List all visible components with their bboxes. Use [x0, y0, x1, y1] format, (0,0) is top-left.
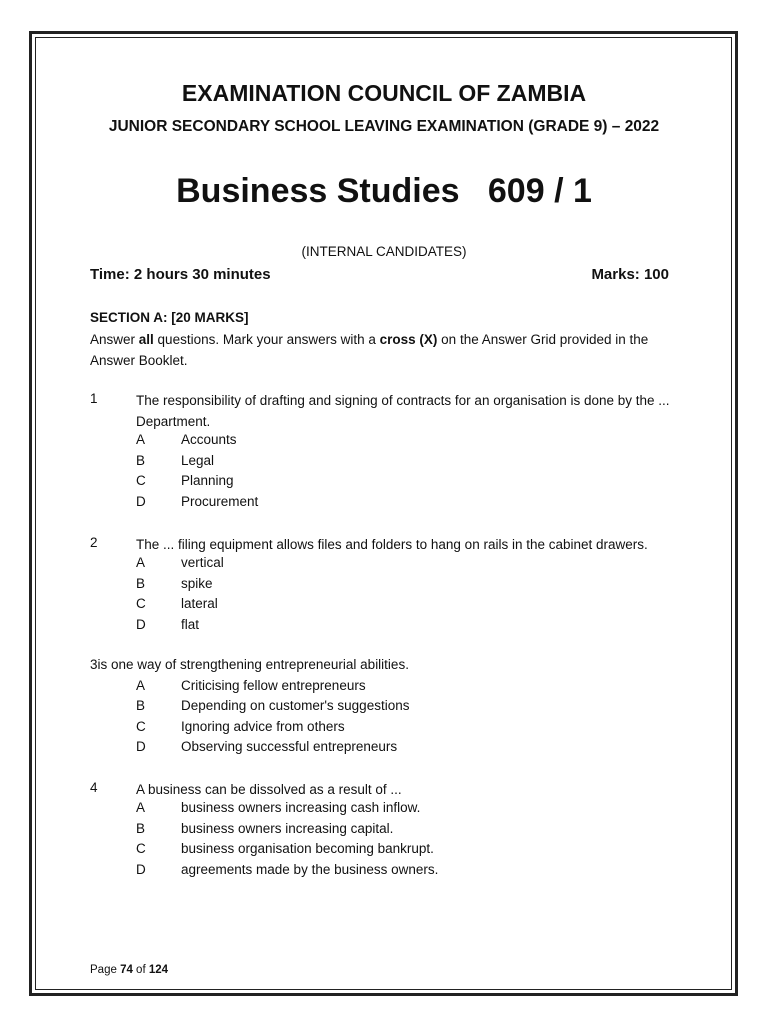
- option-text: Depending on customer's suggestions: [181, 698, 410, 713]
- option-letter: A: [136, 555, 146, 570]
- option-text: Legal: [181, 453, 215, 468]
- option-letter: D: [136, 617, 146, 632]
- option-text: business owners increasing capital.: [181, 821, 394, 836]
- option-letter: D: [136, 494, 146, 509]
- option-letter: A: [136, 800, 146, 815]
- option-text: Procurement: [181, 494, 259, 509]
- option-text: agreements made by the business owners.: [181, 862, 439, 877]
- exam-subtitle: JUNIOR SECONDARY SCHOOL LEAVING EXAMINATION (GRADE 9) – 2022: [108, 118, 660, 135]
- question-number: 2: [90, 535, 98, 550]
- option-letter: C: [136, 719, 146, 734]
- section-instructions: [90, 330, 680, 371]
- option-letter: D: [136, 739, 146, 754]
- paper-title: [0, 172, 768, 211]
- section-title: SECTION A: [20 MARKS]: [90, 310, 249, 325]
- option-text: Ignoring advice from others: [181, 719, 345, 734]
- page-of-label: of: [132, 964, 149, 976]
- option-text: flat: [181, 617, 200, 632]
- option-letter: B: [136, 821, 146, 836]
- option-letter: C: [136, 473, 146, 488]
- option-text: Observing successful entrepreneurs: [181, 739, 398, 754]
- total-marks: Marks: 100: [591, 266, 669, 283]
- instr-text: on the Answer Grid provided in the Answer Booklet.: [90, 332, 649, 368]
- instr-text: questions. Mark your answers with a: [153, 332, 380, 347]
- question-number: 1: [90, 391, 98, 406]
- question-stem: 3is one way of strengthening entrepreneurial abilities.: [90, 657, 409, 672]
- page-footer: [90, 964, 168, 976]
- option-text: vertical: [181, 555, 224, 570]
- option-text: lateral: [181, 596, 218, 611]
- page-label: Page: [90, 964, 121, 976]
- option-letter: A: [136, 432, 146, 447]
- option-text: business owners increasing cash inflow.: [181, 800, 421, 815]
- question-stem: A business can be dissolved as a result of ...: [136, 782, 402, 797]
- option-letter: A: [136, 678, 146, 693]
- paper-code: 609 / 1: [487, 172, 592, 210]
- page-number: 74: [120, 964, 133, 976]
- instr-emphasis: all: [138, 332, 154, 347]
- option-letter: D: [136, 862, 146, 877]
- candidates-label: (INTERNAL CANDIDATES): [301, 244, 467, 259]
- question-number: 4: [90, 780, 98, 795]
- instr-text: Answer: [90, 332, 139, 347]
- subject-name: Business Studies: [176, 172, 460, 210]
- council-title: EXAMINATION COUNCIL OF ZAMBIA: [181, 80, 587, 106]
- option-letter: B: [136, 576, 146, 591]
- option-letter: C: [136, 596, 146, 611]
- total-pages: 124: [148, 964, 169, 976]
- option-text: Planning: [181, 473, 234, 488]
- option-text: spike: [181, 576, 213, 591]
- option-text: business organisation becoming bankrupt.: [181, 841, 434, 856]
- option-letter: B: [136, 453, 146, 468]
- option-text: Accounts: [181, 432, 237, 447]
- instr-emphasis: cross (X): [379, 332, 438, 347]
- option-letter: B: [136, 698, 146, 713]
- question-stem: The responsibility of drafting and signing of contracts for an organisation is done by the ... Department.: [136, 393, 670, 429]
- option-text: Criticising fellow entrepreneurs: [181, 678, 366, 693]
- option-letter: C: [136, 841, 146, 856]
- time-allowed: Time: 2 hours 30 minutes: [90, 266, 271, 283]
- question-stem: The ... filing equipment allows files and folders to hang on rails in the cabinet drawers.: [136, 537, 648, 552]
